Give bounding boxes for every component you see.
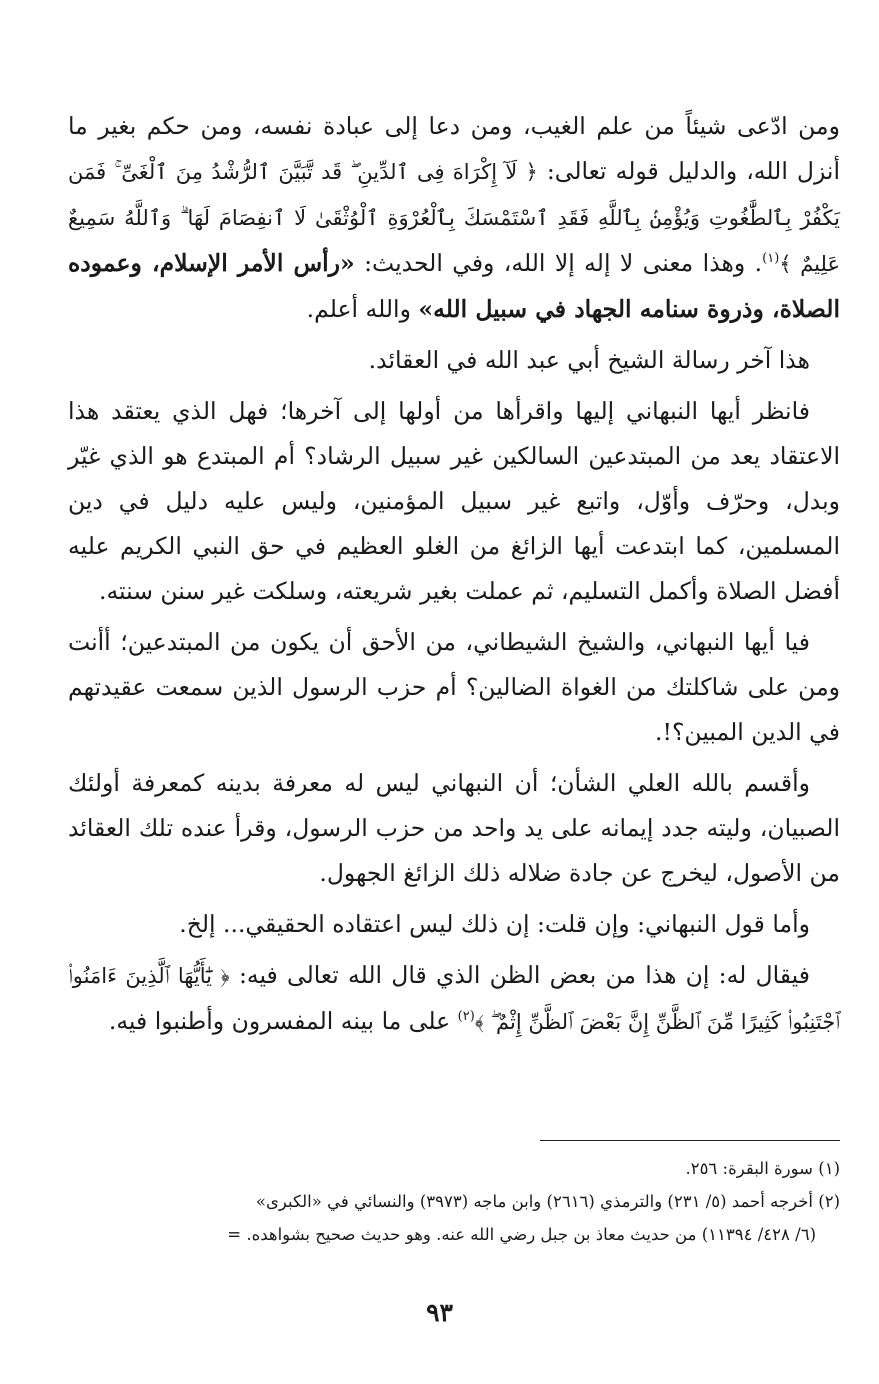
paragraph-7-text-b: على ما بينه المفسرون وأطنبوا فيه. <box>108 1007 458 1035</box>
footnote-2-continued: (٦/ ٤٢٨/ ١١٣٩٤) من حديث معاذ بن جبل رضي الله عنه. وهو حديث صحيح بشواهده. = <box>227 1225 816 1244</box>
page-body <box>68 104 840 1051</box>
paragraph-6: وأما قول النبهاني: وإن قلت: إن ذلك ليس اعتقاده الحقيقي... إلخ. <box>179 910 810 938</box>
footnotes <box>68 1152 840 1251</box>
page-number: ٩٣ <box>426 1298 453 1327</box>
footnote-marker-1: (١) <box>762 251 780 267</box>
paragraph-5: وأقسم بالله العلي الشأن؛ أن النبهاني ليس له معرفة بدينه كمعرفة أولئك الصبيان، وليته جدد إيمانه على يد واحد من حزب الرسول، وقرأ عنده تلك العقائد من الأصول، ليخرج عن جادة ضلاله ذلك الزائغ الجهول. <box>68 769 840 887</box>
paragraph-1 <box>68 104 840 332</box>
footnote-2: (٢) أخرجه أحمد (٥/ ٢٣١) والترمذي (٢٦١٦) وابن ماجه (٣٩٧٣) والنسائي في «الكبرى» <box>255 1192 840 1211</box>
footnote-marker-2: (٢) <box>457 1009 475 1025</box>
paragraph-3: فانظر أيها النبهاني إليها واقرأها من أولها إلى آخرها؛ فهل الذي يعتقد هذا الاعتقاد يعد من المبتدعين السالكين غير سبيل الرشاد؟ أم المبتدع هو الذي غيّر وبدل، وحرّف وأوّل، واتبع غير سبيل المؤمنين، وليس عليه دليل في دين المسلمين، كما ابتدعت أيها الزائغ من الغلو العظيم في حق النبي الكريم عليه أفضل الصلاة وأكمل التسليم، ثم عملت بغير شريعته، وسلكت غير سنن سنته. <box>68 397 840 605</box>
paragraph-1-text-c: والله أعلم. <box>306 295 419 323</box>
hadith-quote: «رأس الأمر الإسلام، وعموده الصلاة، وذروة سنامه الجهاد في سبيل الله» <box>68 249 840 323</box>
paragraph-4: فيا أيها النبهاني، والشيخ الشيطاني، من الأحق أن يكون من المبتدعين؛ أأنت ومن على شاكلتك من الغواة الضالين؟ أم حزب الرسول الذين سمعت عقيدتهم في الدين المبين؟!. <box>68 628 840 746</box>
footnote-separator <box>540 1140 840 1141</box>
paragraph-2: هذا آخر رسالة الشيخ أبي عبد الله في العقائد. <box>368 346 810 374</box>
paragraph-1-text-b: . وهذا معنى لا إله إلا الله، وفي الحديث: <box>354 249 763 277</box>
paragraph-7-text-a: فيقال له: إن هذا من بعض الظن الذي قال الله تعالى فيه: <box>229 961 810 989</box>
quran-verse-2: ﴿ يَٰٓأَيُّهَا ٱلَّذِينَ ءَامَنُوا۟ ٱجْتَنِبُوا۟ كَثِيرًا مِّنَ ٱلظَّنِّ إِنَّ بَعْضَ ٱلظَّنِّ إِثْمٌ ۖ ﴾ <box>68 964 840 1034</box>
paragraph-1-text-a: ومن ادّعى شيئاً من علم الغيب، ومن دعا إلى عبادة نفسه، ومن حكم بغير ما أنزل الله، والدليل قوله تعالى: <box>68 112 840 185</box>
paragraph-7 <box>68 953 840 1045</box>
quran-verse-1: ﴿ لَآ إِكْرَاهَ فِى ٱلدِّينِ ۖ قَد تَّبَيَّنَ ٱلرُّشْدُ مِنَ ٱلْغَىِّ ۚ فَمَن يَكْفُرْ بِٱلطَّٰغُوتِ وَيُؤْمِنۢ بِٱللَّهِ فَقَدِ ٱسْتَمْسَكَ بِٱلْعُرْوَةِ ٱلْوُثْقَىٰ لَا ٱنفِصَامَ لَهَا ۗ وَٱللَّهُ سَمِيعٌ عَلِيمٌ ﴾ <box>68 160 840 276</box>
footnote-1: (١) سورة البقرة: ٢٥٦. <box>685 1159 840 1178</box>
